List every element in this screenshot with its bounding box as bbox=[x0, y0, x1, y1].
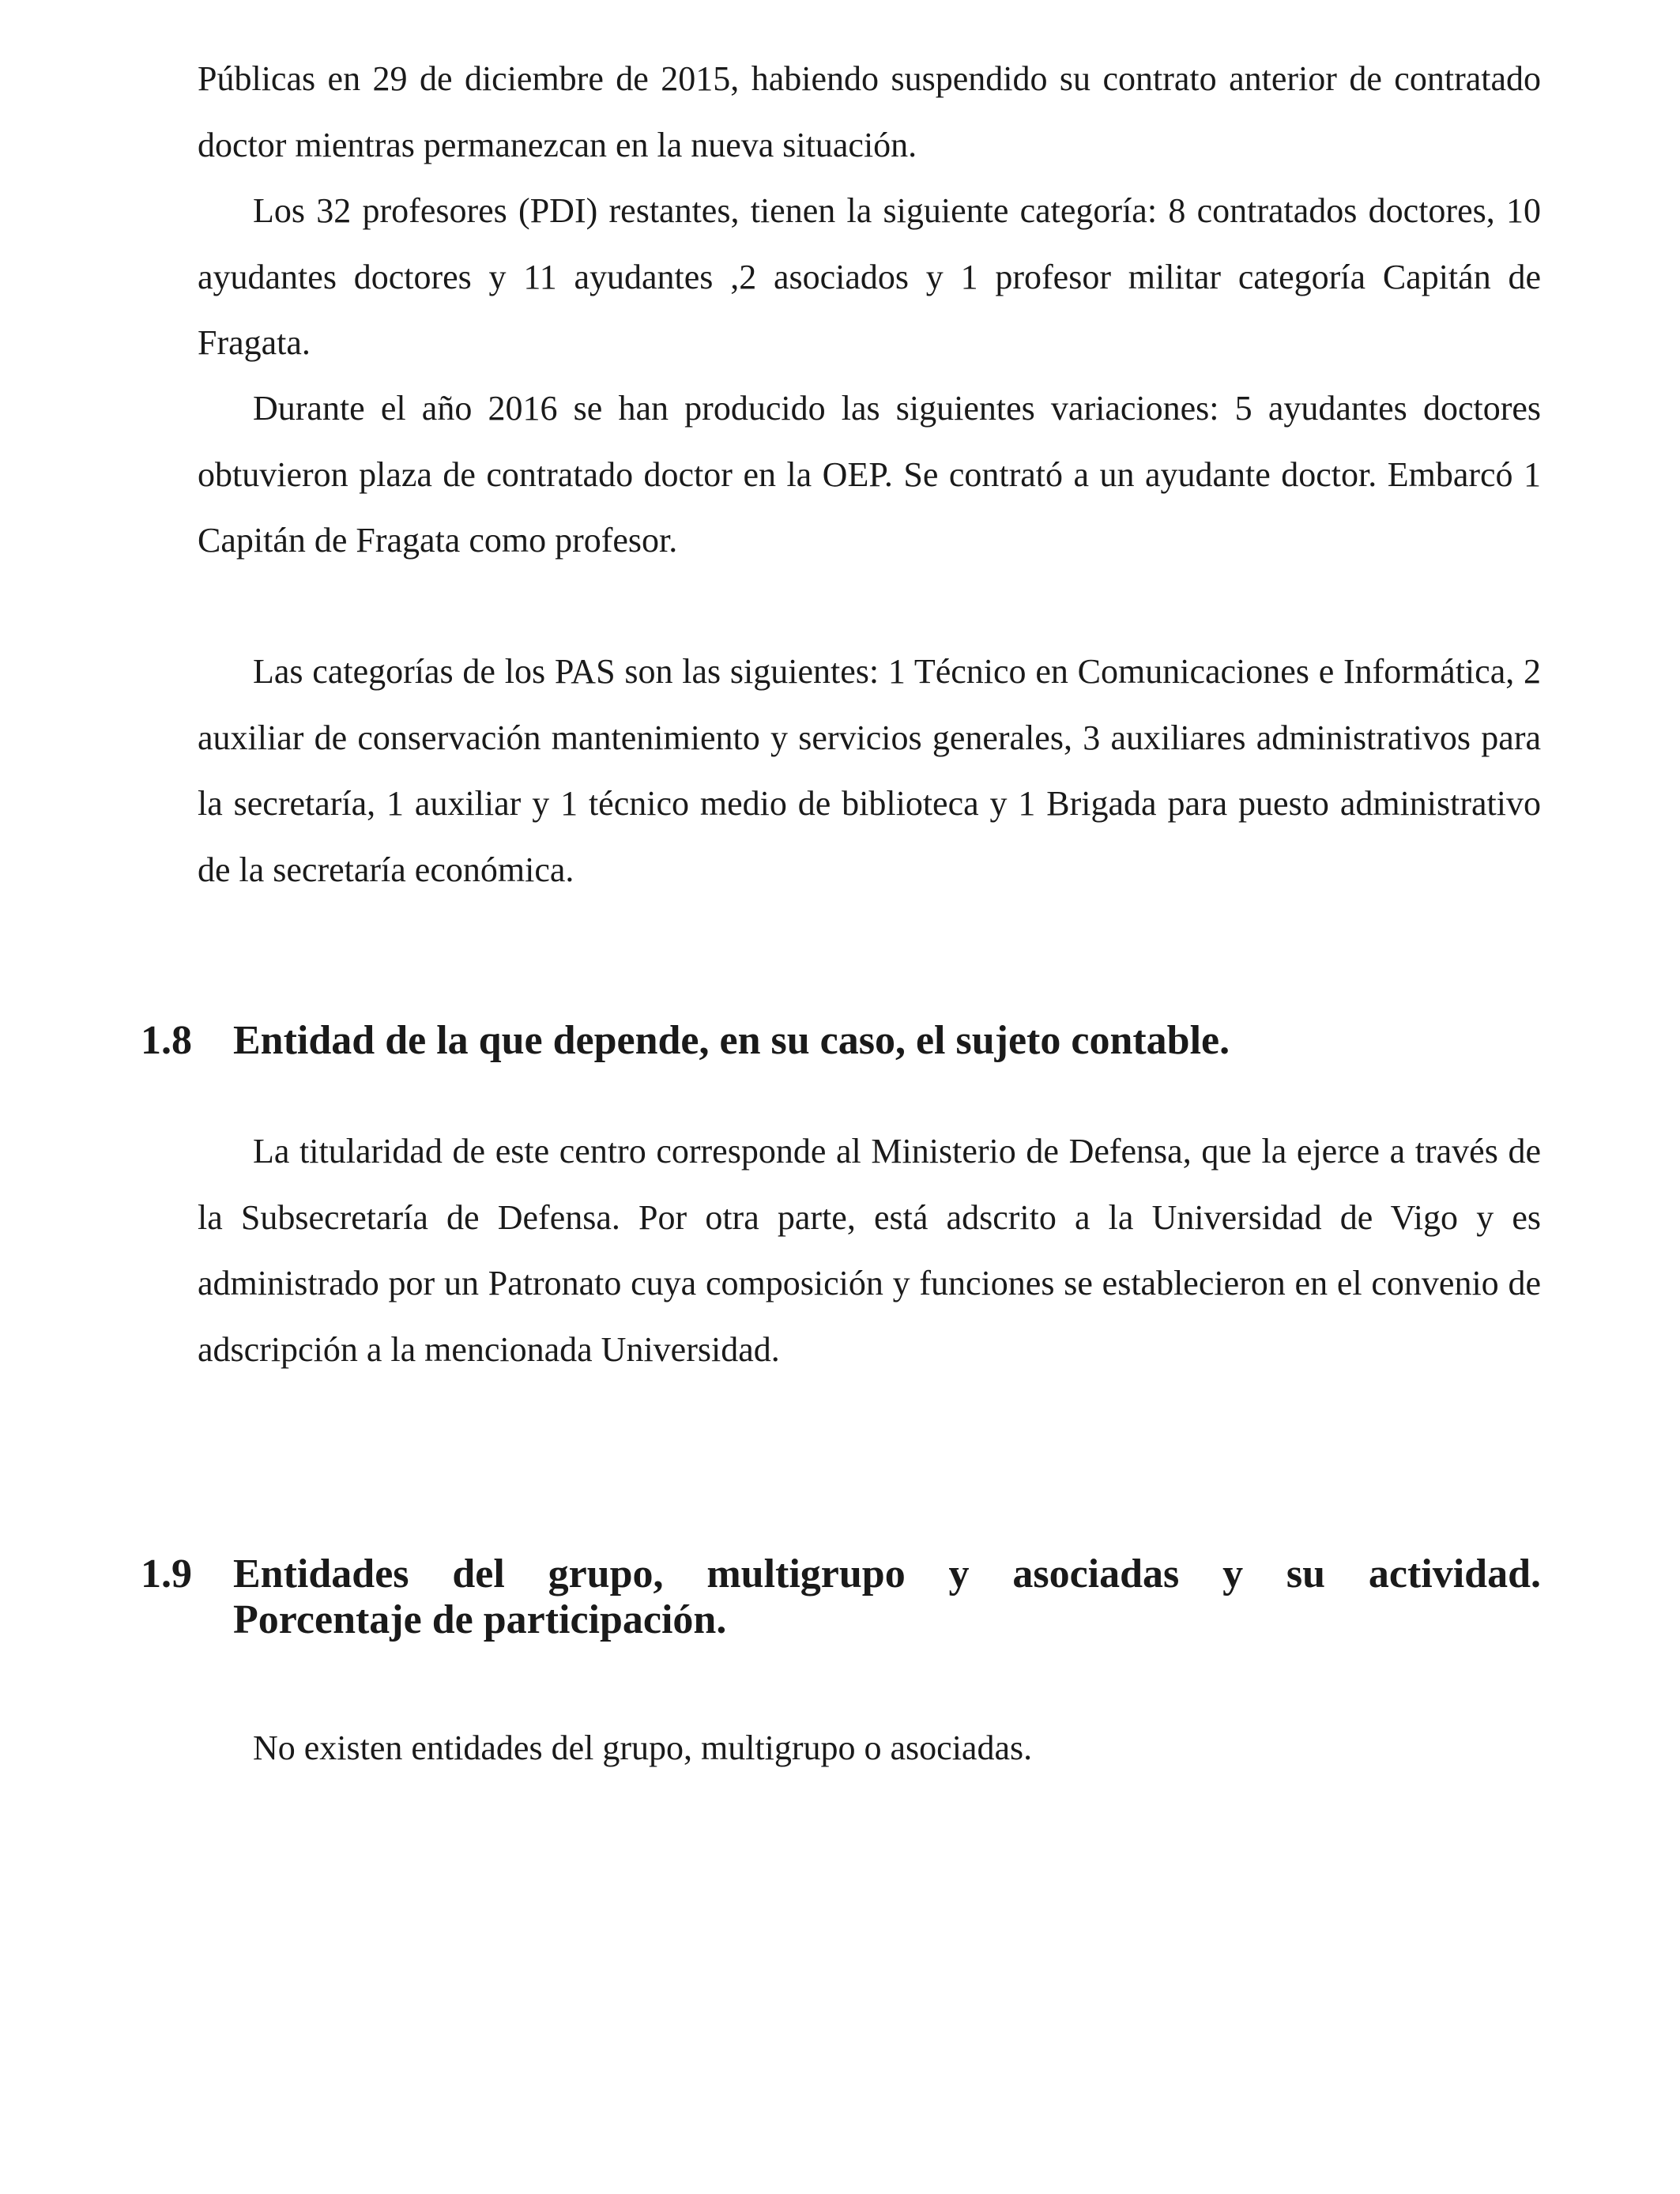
section-title: Entidad de la que depende, en su caso, el sujeto contable. bbox=[233, 1018, 1230, 1063]
paragraph-no-existen: No existen entidades del grupo, multigrupo o asociadas. bbox=[253, 1728, 1033, 1767]
section-number: 1.9 bbox=[141, 1551, 192, 1596]
paragraph-variaciones-2016: Durante el año 2016 se han producido las siguientes variaciones: 5 ayudantes doctores obtuvieron plaza de contratado doctor en la OEP. Se contrató a un ayudante doctor. Embarcó 1 Capitán de Fragata como profesor. bbox=[198, 389, 1541, 560]
paragraph-categorias-pas: Las categorías de los PAS son las siguientes: 1 Técnico en Comunicaciones e Informática, 2 auxiliar de conservación mantenimiento y servicios generales, 3 auxiliares administrativos para la secretaría, 1 auxiliar y 1 técnico medio de biblioteca y 1 Brigada para puesto administrativo de la secretaría económica. bbox=[198, 652, 1541, 889]
section-heading-1-8 bbox=[141, 1018, 1541, 1064]
section-number: 1.8 bbox=[141, 1018, 192, 1063]
paragraph-publicas: Públicas en 29 de diciembre de 2015, habiendo suspendido su contrato anterior de contratado doctor mientras permanezcan en la nueva situación. bbox=[198, 59, 1541, 164]
section-title-line: Entidades del grupo, multigrupo y asociadas y su actividad. bbox=[233, 1551, 1541, 1596]
section-title-line: Porcentaje de participación. bbox=[233, 1597, 727, 1642]
section-heading-1-9 bbox=[141, 1551, 1541, 1643]
paragraph-profesores-pdi: Los 32 profesores (PDI) restantes, tienen la siguiente categoría: 8 contratados doctores, 10 ayudantes doctores y 11 ayudantes ,2 asociados y 1 profesor militar categoría Capitán de Fragata. bbox=[198, 191, 1541, 362]
paragraph-titularidad: La titularidad de este centro corresponde al Ministerio de Defensa, que la ejerce a través de la Subsecretaría de Defensa. Por otra parte, está adscrito a la Universidad de Vigo y es administrado por un Patronato cuya composición y funciones se establecieron en el convenio de adscripción a la mencionada Universidad. bbox=[198, 1132, 1541, 1369]
section-title bbox=[233, 1551, 1541, 1643]
